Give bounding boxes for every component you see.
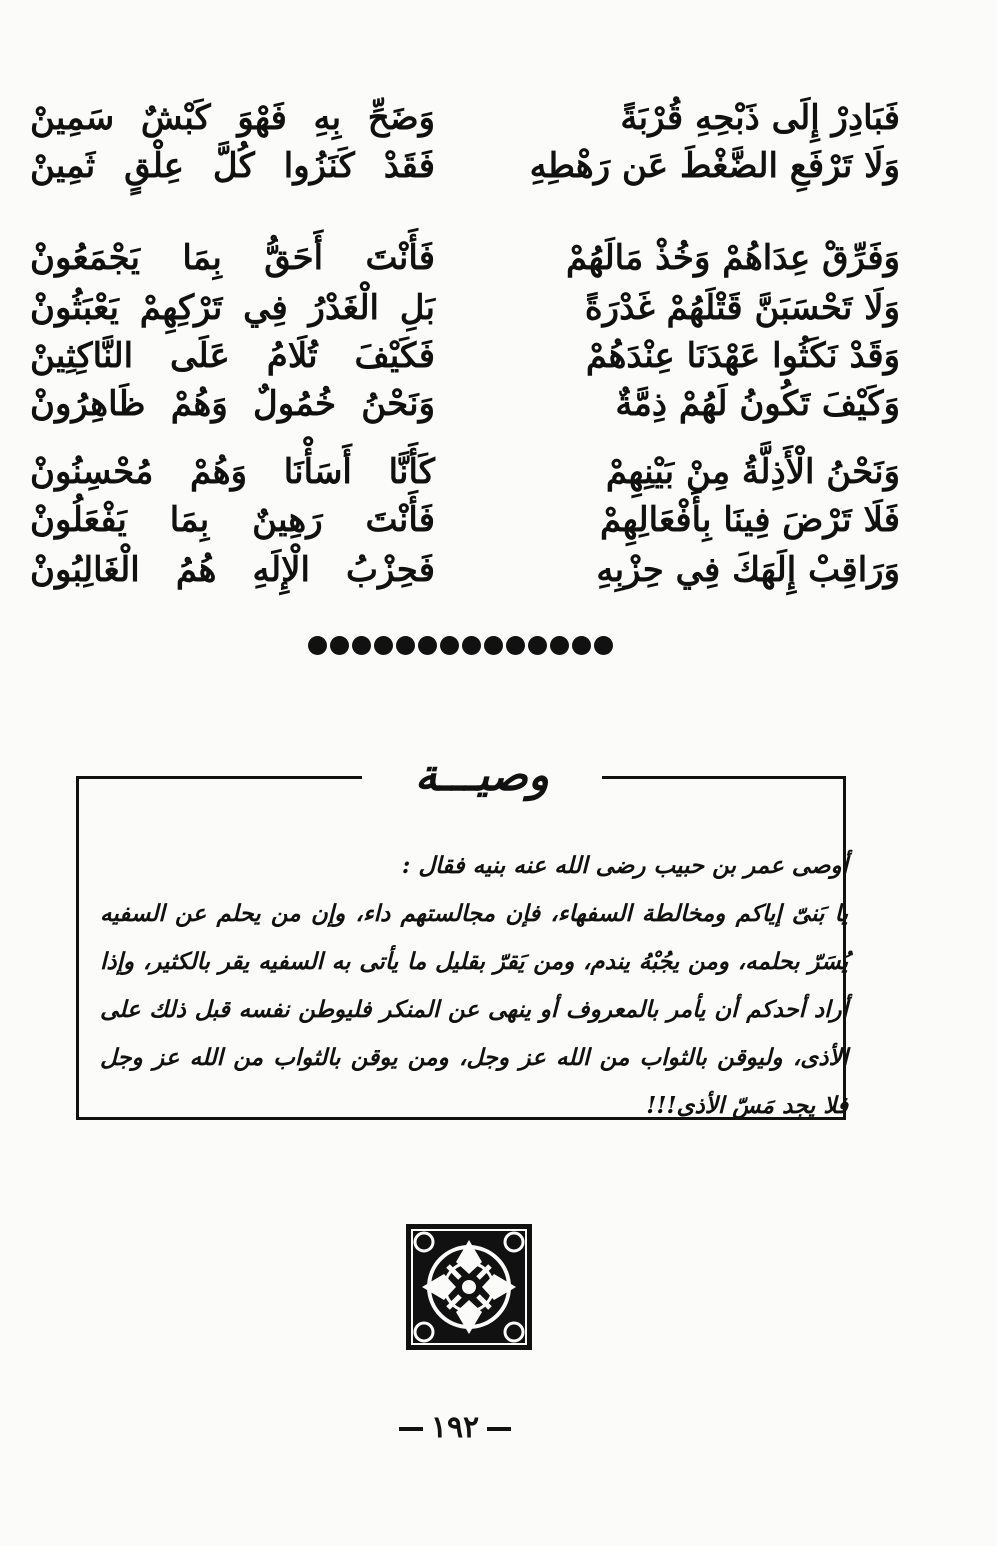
- ornament-icon: [404, 1222, 534, 1352]
- advice-title: وصيـــة: [362, 746, 602, 806]
- verse-5: [30, 330, 900, 382]
- hemistich-right: وَلَا تَرْفَعِ الضَّغْطَ عَن رَهْطِهِ: [529, 146, 900, 186]
- hemistich-left: فَقَدْ كَنَزُوا كُلَّ عِلْقٍ ثَمِينْ: [30, 146, 435, 186]
- hemistich-right: وَرَاقِبْ إِلَهَكَ فِي حِزْبِهِ: [596, 550, 900, 590]
- verse-1: [30, 92, 900, 144]
- hemistich-right: وَفَرِّقْ عِدَاهُمْ وَخُذْ مَالَهُمْ: [566, 238, 900, 278]
- advice-body: يا بَنىّ إياكم ومخالطة السفهاء، فإن مجالستهم داء، وإن من يحلم عن السفيه يُسَرّ بحلمه، ومن يجُبْهُ يندم، ومن يَقرّ بقليل ما يأتى به السفيه يقر بالكثير، وإذا أراد أحدكم أن يأمر بالمعروف أو ينهى عن المنكر فليوطن نفسه قبل ذلك على الأذى، وليوقن بالثواب من الله عز وجل، ومن يوقن بالثواب من الله عز وجل فلا يجد مَسّ الأذى!!!: [100, 900, 848, 1119]
- verse-9: [30, 544, 900, 596]
- verse-7: [30, 446, 900, 498]
- hemistich-right: فَبَادِرْ إِلَى ذَبْحِهِ قُرْبَةً: [620, 98, 900, 138]
- verse-6: [30, 378, 900, 430]
- verse-4: [30, 282, 900, 334]
- page-number: ١٩٢: [380, 1410, 530, 1445]
- hemistich-left: بَلِ الْغَدْرُ فِي تَرْكِهِمْ يَعْبَثُونْ: [30, 288, 435, 328]
- verse-2: [30, 140, 900, 192]
- hemistich-left: فَأَنْتَ أَحَقُّ بِمَا يَجْمَعُونْ: [30, 238, 435, 278]
- hemistich-left: كَأَنَّا أَسَأْنَا وَهُمْ مُحْسِنُونْ: [30, 452, 435, 492]
- advice-text: [100, 842, 848, 1130]
- hemistich-right: وَكَيْفَ تَكُونُ لَهُمْ ذِمَّةٌ: [615, 384, 900, 424]
- verse-3: [30, 232, 900, 284]
- hemistich-left: فَأَنْتَ رَهِينٌ بِمَا يَفْعَلُونْ: [30, 500, 435, 540]
- hemistich-left: فَكَيْفَ تُلَامُ عَلَى النَّاكِثِينْ: [30, 336, 435, 376]
- advice-intro: أوصى عمر بن حبيب رضى الله عنه بنيه فقال :: [401, 852, 848, 879]
- hemistich-left: فَحِزْبُ الْإِلَهِ هُمُ الْغَالِبُونْ: [30, 550, 435, 590]
- hemistich-left: وَنَحْنُ خُمُولٌ وَهُمْ ظَاهِرُونْ: [30, 384, 435, 424]
- hemistich-left: وَضَحِّ بِهِ فَهْوَ كَبْشٌ سَمِينْ: [30, 98, 435, 138]
- hemistich-right: فَلَا تَرْضَ فِينَا بِأَفْعَالِهِمْ: [599, 500, 900, 540]
- dotted-separator: [308, 636, 613, 655]
- hemistich-right: وَلَا تَحْسَبَنَّ قَتْلَهُمْ غَدْرَةً: [584, 288, 900, 328]
- verse-8: [30, 494, 900, 546]
- hemistich-right: وَقَدْ نَكَثُوا عَهْدَنَا عِنْدَهُمْ: [585, 336, 900, 376]
- hemistich-right: وَنَحْنُ الْأَذِلَّةُ مِنْ بَيْنِهِمْ: [605, 452, 900, 492]
